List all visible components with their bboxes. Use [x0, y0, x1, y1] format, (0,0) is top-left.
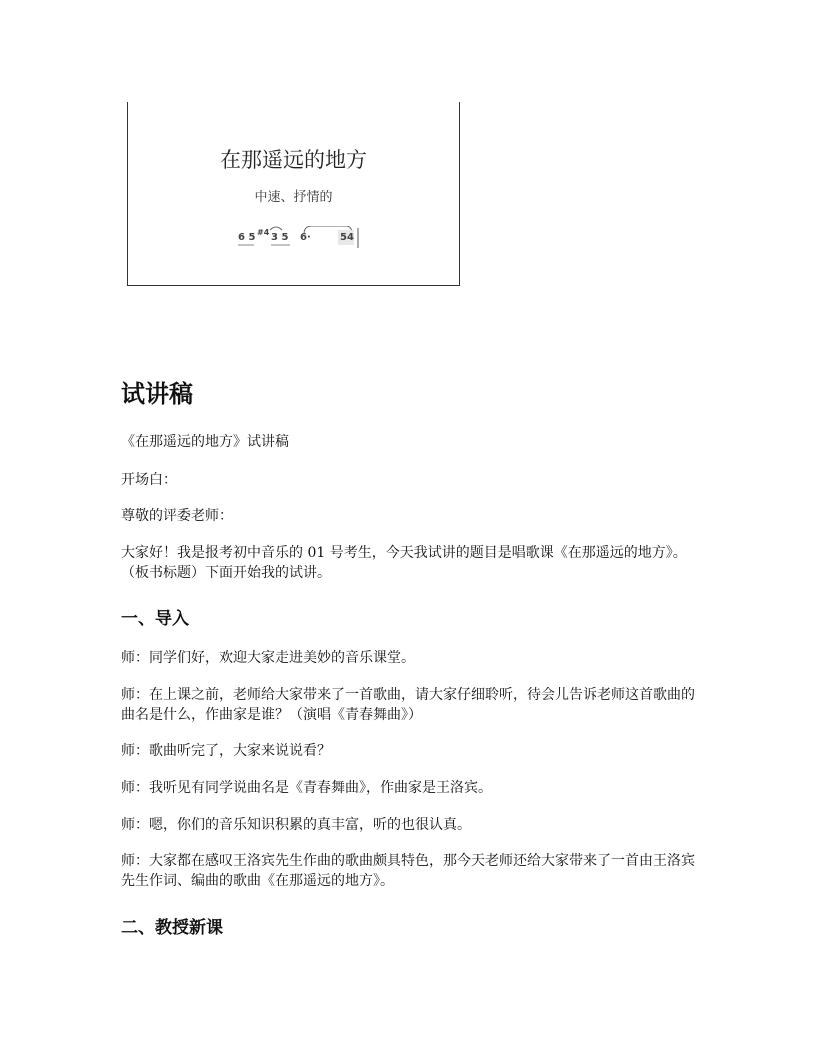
paragraph-lesson-title: 《在那遥远的地方》试讲稿 — [121, 434, 289, 450]
slide-title: 在那遥远的地方 — [220, 148, 367, 172]
notation-group-1: 6 5 — [238, 232, 256, 243]
paragraph-introduction: 大家好！我是报考初中音乐的 01 号考生，今天我试讲的题目是唱歌课《在那遥远的地方》。（板书标题）下面开始我的试讲。 — [121, 545, 687, 581]
notation-group-3: 6· — [300, 232, 311, 243]
paragraph-intro-2: 师：在上课之前，老师给大家带来了一首歌曲，请大家仔细聆听，待会儿告诉老师这首歌曲的曲名是什么，作曲家是谁？（演唱《青春舞曲》） — [121, 687, 695, 723]
paragraph-intro-4: 师：我听见有同学说曲名是《青春舞曲》，作曲家是王洛宾。 — [121, 780, 492, 796]
paragraph-opening-label: 开场白： — [121, 472, 177, 488]
paragraph-greeting: 尊敬的评委老师： — [121, 508, 233, 524]
slide-tempo-marking: 中速、抒情的 — [254, 190, 333, 205]
paragraph-intro-3: 师：歌曲听完了，大家来说说看？ — [121, 743, 331, 759]
notation-group-4: 54 — [340, 232, 354, 243]
notation-group-2: 3 5 — [271, 232, 289, 243]
section-heading-intro: 一、导入 — [121, 609, 189, 629]
paragraph-intro-5: 师：嗯，你们的音乐知识积累的真丰富，听的也很认真。 — [121, 817, 471, 833]
section-heading-new-lesson: 二、教授新课 — [121, 918, 223, 938]
song-slide-image — [127, 102, 460, 286]
paragraph-intro-6: 师：大家都在感叹王洛宾先生作曲的歌曲颇具特色，那今天老师还给大家带来了一首由王洛宾先生作词、编曲的歌曲《在那遥远的地方》。 — [121, 853, 695, 889]
paragraph-intro-1: 师：同学们好，欢迎大家走进美妙的音乐课堂。 — [121, 650, 415, 666]
notation-sharp-four: #4 — [257, 228, 270, 237]
score-notation — [238, 228, 368, 252]
document-title: 试讲稿 — [121, 380, 193, 408]
